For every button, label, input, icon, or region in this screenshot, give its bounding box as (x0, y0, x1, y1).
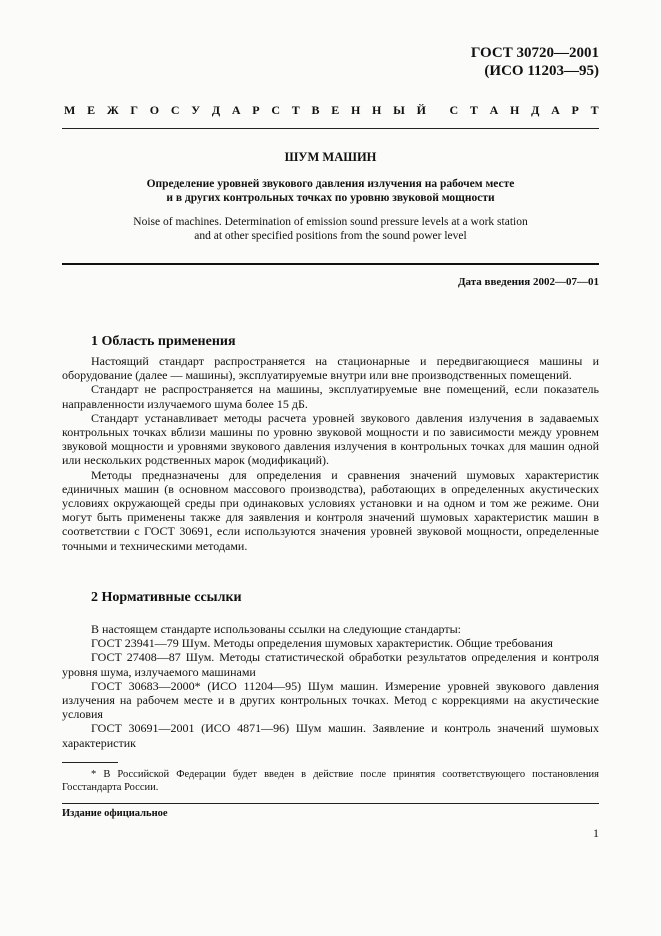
paragraph: Стандарт не распространяется на машины, эксплуатируемые вне помещений, если показатель направленности излучаемого шума более 15 дБ. (62, 382, 599, 411)
official-edition-label: Издание официальное (62, 808, 168, 819)
footer-rule (62, 803, 599, 804)
banner-letter: С (271, 103, 280, 117)
subtitle-en-line: and at other specified positions from the sound power level (194, 230, 467, 242)
paragraph: В настоящем стандарте использованы ссылки на следующие стандарты: (91, 622, 462, 636)
banner-letter: Т (590, 103, 599, 117)
footnote-rule (62, 762, 118, 763)
banner-letter: А (231, 103, 241, 117)
footnote (62, 768, 599, 794)
banner-letter: А (489, 103, 499, 117)
title-block (62, 150, 599, 243)
banner-letter: С (449, 103, 459, 117)
banner-letter: Д (211, 103, 221, 117)
standard-code: ГОСТ 30720—2001 (470, 45, 599, 61)
banner-letter: Н (350, 103, 361, 117)
iso-code: (ИСО 11203—95) (484, 63, 599, 79)
footnote-text: * В Российской Федерации будет введен в действие после принятия соответствующего постановления Госстандарта России. (62, 769, 599, 793)
banner-letter: М (64, 103, 76, 117)
subtitle-ru-line: Определение уровней звукового давления излучения на рабочем месте (146, 178, 515, 190)
reference-item: ГОСТ 30691—2001 (ИСО 4871—96) Шум машин. Заявление и контроль значений шумовых характеристик (62, 721, 599, 750)
subtitle-english (62, 215, 599, 243)
subtitle-en-line: Noise of machines. Determination of emission sound pressure levels at a work station (133, 216, 528, 228)
reference-item: ГОСТ 23941—79 Шум. Методы определения шумовых характеристик. Общие требования (91, 636, 553, 651)
banner-letter: В (311, 103, 320, 117)
section-1-heading: 1 Область применения (91, 334, 236, 349)
reference-item: ГОСТ 30683—2000* (ИСО 11204—95) Шум машин. Измерение уровней звукового давления излучения на рабочем месте и в других контрольных точках. Метод с коррекциями на акустические условия (62, 678, 599, 722)
section-2-body (62, 622, 599, 750)
paragraph: Настоящий стандарт распространяется на стационарные и передвигающиеся машины и оборудование (далее — машины), эксплуатируемые внутри или вне производственных помещений. (62, 354, 599, 383)
banner-letter: Р (252, 103, 260, 117)
banner-letter: О (149, 103, 160, 117)
paragraph: Стандарт устанавливает методы расчета уровней звукового давления излучения в задаваемых контрольных точках вблизи машины по уровню звуковой мощности и по зависимости между уровнем звуковой мощности и уровнями звукового давления излучения в контрольных точках для машин одной или нескольких родственных марок (модификаций). (62, 410, 599, 468)
banner-letter: А (551, 103, 560, 117)
paragraph: Методы предназначены для определения и сравнения значений шумовых характеристик единичных машин (в основном массового производства), работающих в определенных акустических условиях окружающей среды при одинаковых условиях установки и на одном и том же режиме. Они могут быть применены также для заявления и контроля значений шумовых характеристик машин в соответствии с ГОСТ 30691, если используются значения уровней звуковой мощности, определенные точными и техническими методами. (62, 467, 599, 553)
banner-letter: У (191, 103, 201, 117)
banner-letter: Ж (106, 103, 119, 117)
interstate-standard-banner (64, 103, 599, 118)
introduction-date: Дата введения 2002—07—01 (457, 276, 599, 288)
document-title: ШУМ МАШИН (284, 150, 377, 164)
reference-item: ГОСТ 27408—87 Шум. Методы статистической обработки результатов определения и контроля уровня шума, излучаемого машинами (62, 650, 599, 679)
section-1-body (62, 354, 599, 553)
banner-letter: С (170, 103, 180, 117)
banner-letter: Д (531, 103, 540, 117)
banner-letter: Р (571, 103, 579, 117)
banner-letter: Ы (393, 103, 405, 117)
banner-letter: Н (510, 103, 520, 117)
banner-letter: Т (291, 103, 300, 117)
standard-designation (471, 44, 599, 80)
banner-letter: Н (372, 103, 382, 117)
banner-letter: Г (130, 103, 139, 117)
title-rule (62, 263, 599, 265)
subtitle-russian (62, 177, 599, 205)
subtitle-ru-line: и в других контрольных точках по уровню звуковой мощности (166, 192, 495, 204)
banner-letter: Й (416, 103, 426, 117)
banner-letter: Е (87, 103, 96, 117)
banner-letter: Т (469, 103, 478, 117)
banner-letter: Е (331, 103, 340, 117)
page-number: 1 (593, 826, 599, 840)
section-2-heading: 2 Нормативные ссылки (91, 590, 242, 605)
header-rule (62, 128, 599, 129)
